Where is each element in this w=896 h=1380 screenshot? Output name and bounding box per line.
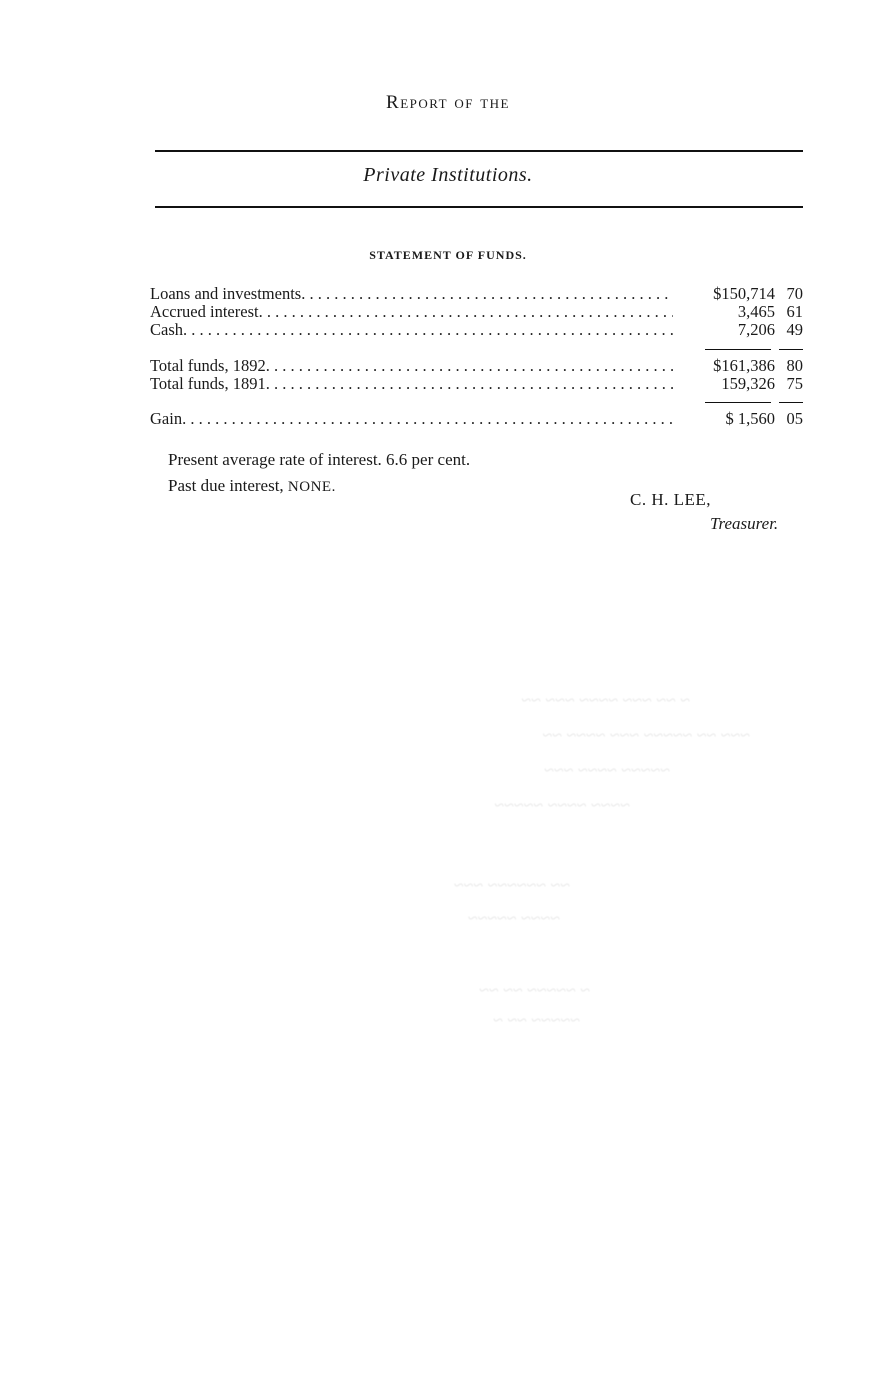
ledger-row-loans — [150, 285, 803, 303]
funds-items-block — [150, 285, 803, 339]
ledger-cents: 80 — [786, 356, 803, 375]
show-through-bleed: ~ ~~ ~~~ ~~~~ ~~~ ~~ ~~~ ~~ ~~~~~ ~~~ ~~~~ ~~ ~~~~~ ~~~~ ~~~ ~~~~ ~~~~ ~~~~~ ~~ ~~~~~~ ~~~ ~~~~ ~~~~~ ~ ~~~~~ ~~ ~~ ~~~~~ ~~ ~ — [453, 690, 750, 1030]
ledger-label: Total funds, 1891 — [150, 374, 266, 393]
past-due-label: Past due interest, — [168, 476, 284, 495]
ledger-row-accrued-interest — [150, 303, 803, 321]
dot-leader — [259, 303, 673, 321]
section-title: Private Institutions. — [363, 164, 533, 186]
ledger-amount: $161,386 — [713, 356, 775, 375]
ledger-row-total-1892 — [150, 357, 803, 375]
bottom-rule — [155, 206, 803, 208]
ledger-amount: 3,465 — [737, 302, 775, 321]
funds-gain-block — [150, 410, 803, 428]
past-due-note — [168, 476, 336, 496]
past-due-value: NONE. — [287, 479, 336, 495]
dot-leader — [301, 285, 673, 303]
ledger-cents: 70 — [786, 284, 803, 303]
running-header: Report of the — [386, 92, 510, 113]
dot-leader — [266, 357, 673, 375]
statement-heading: STATEMENT OF FUNDS. — [369, 248, 527, 262]
ledger-label: Cash — [150, 320, 183, 339]
ledger-cents: 49 — [786, 320, 803, 339]
ledger-label: Accrued interest — [150, 302, 259, 321]
dot-leader — [183, 321, 673, 339]
ledger-row-total-1891 — [150, 375, 803, 393]
treasurer-name: C. H. LEE, — [630, 490, 712, 509]
ledger-row-gain — [150, 410, 803, 428]
treasurer-title: Treasurer. — [710, 514, 779, 533]
ledger-amount: 159,326 — [721, 374, 775, 393]
ledger-label: Total funds, 1892 — [150, 356, 266, 375]
dot-leader — [182, 410, 673, 428]
dot-leader — [266, 375, 673, 393]
ledger-row-cash — [150, 321, 803, 339]
ledger-label: Loans and investments — [150, 284, 302, 303]
ledger-amount: $150,714 — [713, 284, 775, 303]
ledger-label: Gain — [150, 409, 183, 428]
ledger-cents: 75 — [786, 374, 803, 393]
ledger-cents: 05 — [786, 409, 803, 428]
top-rule — [155, 150, 803, 152]
ledger-amount: $ 1,560 — [725, 409, 775, 428]
funds-totals-block — [150, 357, 803, 393]
ledger-amount: 7,206 — [737, 320, 775, 339]
ledger-cents: 61 — [786, 302, 803, 321]
interest-rate-note: Present average rate of interest. 6.6 per cent. — [168, 450, 471, 469]
